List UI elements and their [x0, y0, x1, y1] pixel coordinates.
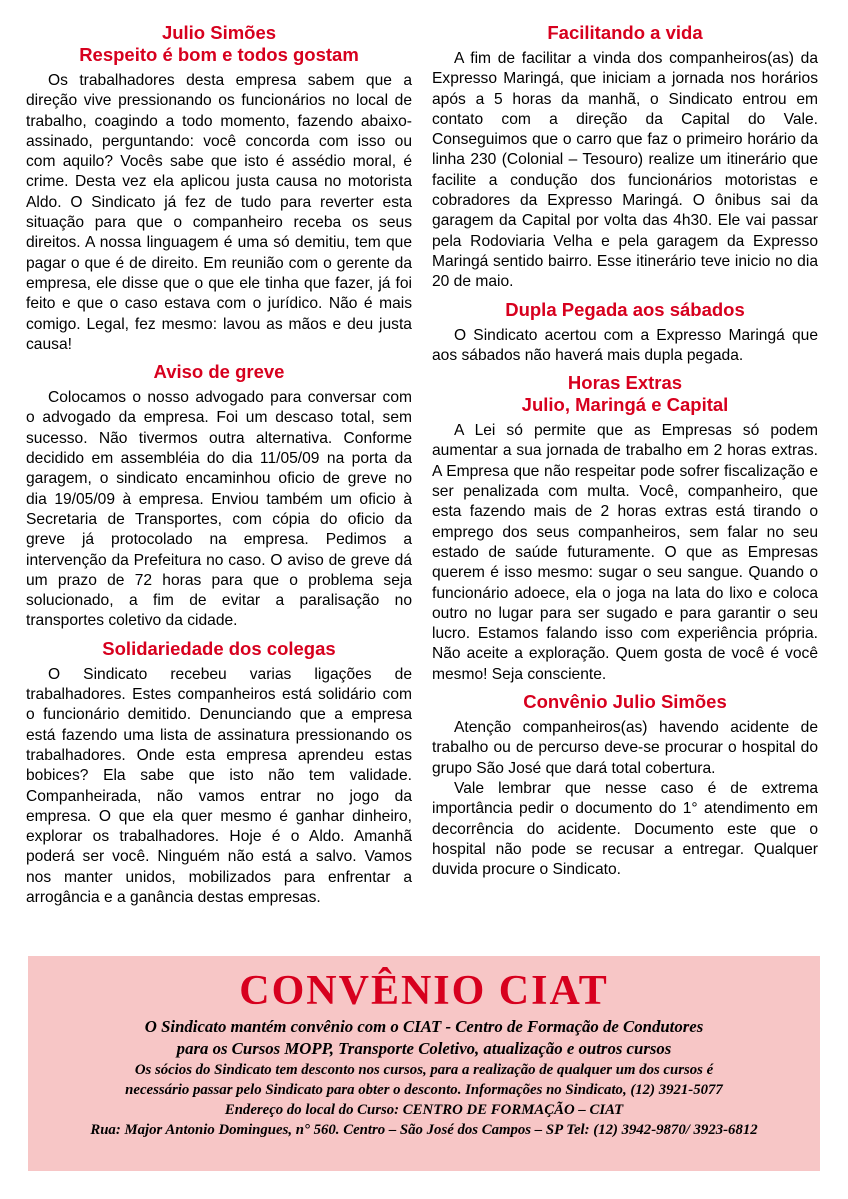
- section-paragraph: O Sindicato acertou com a Expresso Maringá que aos sábados não haverá mais dupla pegada.: [432, 326, 818, 364]
- right-column: [432, 22, 818, 886]
- section-aviso-greve: [26, 361, 412, 632]
- section-horas-extras: [432, 372, 818, 685]
- banner-address: Rua: Major Antonio Domingues, n° 560. Centro – São José dos Campos – SP Tel: (12) 3942-9870/ 3923-6812: [90, 1122, 758, 1138]
- section-title: [26, 22, 412, 66]
- section-title: Convênio Julio Simões: [523, 691, 727, 713]
- section-convenio-julio: [432, 691, 818, 880]
- section-julio-simoes: [26, 22, 412, 355]
- section-title-line: Julio Simões: [161, 22, 277, 43]
- section-solidariedade: [26, 638, 412, 909]
- banner-address-title: Endereço do local do Curso: CENTRO DE FORMAÇÃO – CIAT: [224, 1102, 624, 1118]
- section-paragraph: O Sindicato recebeu varias ligações de trabalhadores. Estes companheiros está solidário com o funcionário demitido. Denunciando que a empresa está fazendo uma lista de assinatura pressionando os trabalhadores. Onde esta empresa aprendeu estas bobices? Ela sabe que isto não tem validade. Companheirada, não vamos entrar no jogo da empresa. O que ela quer mesmo é ganhar dinheiro, explorar os trabalhadores. Hoje é o Aldo. Amanhã poderá ser você. Ninguém não está a salvo. Vamos nos manter unidos, mobilizados para enfrentar a arrogância e a ganância destas empresas.: [26, 665, 412, 906]
- section-title: Aviso de greve: [153, 361, 285, 383]
- section-title: Solidariedade dos colegas: [102, 637, 336, 659]
- section-paragraph: Os trabalhadores desta empresa sabem que a direção vive pressionando os funcionários no local de trabalho, coagindo a todo momento, fazendo abaixo-assinado, perguntando: você concorda com isso ou com aquilo? Vocês sabe que isto é assédio moral, é crime. Desta vez ela aplicou justa causa no motorista Aldo. O Sindicato já fez de tudo para reverter esta situação para que o companheiro receba os seus direitos. A nossa linguagem é uma só demitiu, tem que pagar o que é de direito. Em reunião com o gerente da empresa, ele disse que o que ele tinha que fazer, já foi feito e que o caso estava com o jurídico. Não é mais comigo. Legal, fez mesmo: lavou as mãos e deu justa causa!: [26, 72, 412, 353]
- section-paragraph: A fim de facilitar a vinda dos companheiros(as) da Expresso Maringá, que iniciam a jornada nos horários após a 5 horas da manhã, o Sindicato entrou em contato com a direção da Capital do Vale. Conseguimos que o carro que faz o primeiro horário da linha 230 (Colonial – Tesouro) realize um itinerário que facilite a condução dos funcionários motoristas e cobradores da Expresso Maringá. O ônibus sai da garagem da Capital por volta das 4h30. Ele vai passar pela Rodoviaria Velha e pela garagem da Expresso Maringá sentido bairro. Esse itinerário teve inicio no dia 20 de maio.: [432, 50, 818, 291]
- section-paragraph: Vale lembrar que nesse caso é de extrema importância pedir o documento do 1° atendimento em decorrência do acidente. Documento este que o hospital não pode se recusar a entregar. Qualquer duvida procure o Sindicato.: [432, 779, 818, 879]
- banner-line: necessário passar pelo Sindicato para obter o desconto. Informações no Sindicato, (12) 3921-5077: [125, 1082, 723, 1098]
- section-title-line: Respeito é bom e todos gostam: [79, 44, 359, 65]
- banner-line: O Sindicato mantém convênio com o CIAT - Centro de Formação de Condutores: [144, 1017, 704, 1036]
- section-title: Facilitando a vida: [547, 22, 703, 43]
- section-dupla-pegada: [432, 299, 818, 367]
- banner-title: CONVÊNIO CIAT: [239, 968, 609, 1014]
- banner-line: para os Cursos MOPP, Transporte Coletivo, atualização e outros cursos: [176, 1039, 672, 1058]
- left-column: [26, 22, 412, 914]
- section-paragraph: A Lei só permite que as Empresas só podem aumentar a sua jornada de trabalho em 2 horas extras. A Empresa que não respeitar pode sofrer fiscalização e ser penalizada com multa. Você, companheiro, que esta fazendo mais de 2 horas extras está tirando o emprego dos seus companheiros, sem falar no seu estado de saúde futuramente. O que as Empresas querem é isso mesmo: sugar o seu sangue. Quando o funcionário adoece, ela o joga na lata do lixo e coloca outro no lugar para ser sugado e para garantir o seu lucro. Estamos falando isso com experiência própria. Não aceite a exploração. Quem gosta de você é você mesmo! Seja consciente.: [432, 422, 818, 683]
- section-paragraph: Atenção companheiros(as) havendo acidente de trabalho ou de percurso deve-se procurar o hospital do grupo São José que dará total cobertura.: [432, 719, 818, 777]
- ciat-banner: [28, 956, 820, 1171]
- section-title: [432, 372, 818, 416]
- section-title-line: Horas Extras: [567, 372, 683, 394]
- section-facilitando: [432, 22, 818, 293]
- banner-line: Os sócios do Sindicato tem desconto nos cursos, para a realização de qualquer um dos cursos é: [134, 1062, 714, 1078]
- section-title: Dupla Pegada aos sábados: [505, 298, 745, 320]
- section-title-line: Julio, Maringá e Capital: [521, 394, 729, 416]
- section-paragraph: Colocamos o nosso advogado para conversar com o advogado da empresa. Foi um descaso total, sem sucesso. Não tivermos outra alternativa. Conforme decidido em assembléia do dia 11/05/09 na porta da garagem, o sindicato encaminhou oficio de greve no dia 19/05/09 à empresa. Enviou também um oficio à Secretaria de Transportes, com cópia do oficio da greve já protocolado na empresa. Pedimos a intervenção da Prefeitura no caso. O aviso de greve dá um prazo de 72 horas para que o problema seja solucionado, a fim de evitar a paralisação no transportes coletivo da cidade.: [26, 389, 412, 630]
